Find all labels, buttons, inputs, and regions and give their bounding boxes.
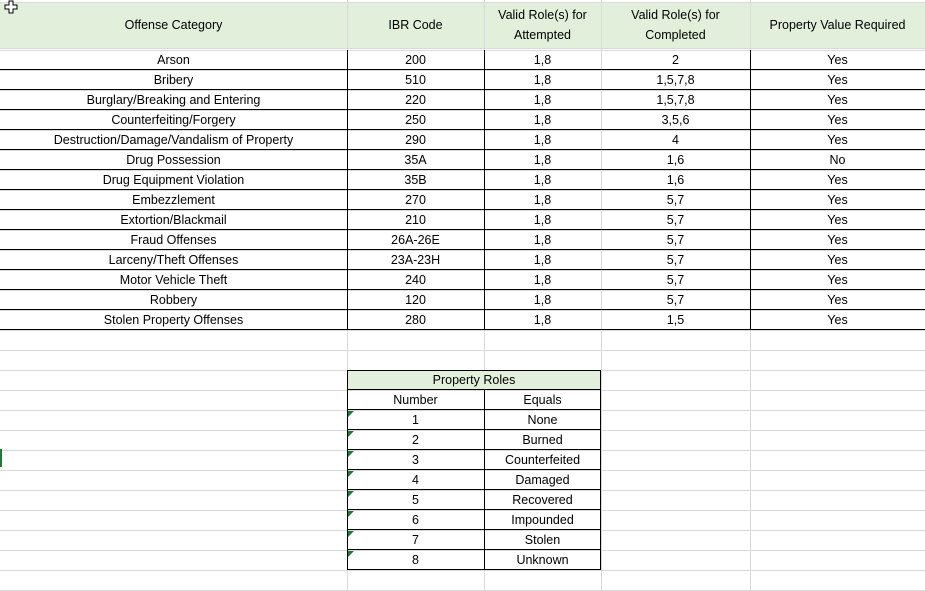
col-valid-roles-attempted-cell[interactable]: 1,8	[533, 233, 552, 247]
property-number-cell[interactable]: 8	[412, 553, 419, 567]
col-ibr-code-cell[interactable]: 200	[405, 53, 426, 67]
col-ibr-code-cell[interactable]: 23A-23H	[390, 253, 441, 267]
property-number-cell[interactable]: 2	[412, 433, 419, 447]
gridline-horizontal	[0, 330, 925, 331]
property-roles-title[interactable]: Property Roles	[432, 373, 516, 387]
table-column-border	[484, 50, 485, 330]
property-equals-cell[interactable]: Counterfeited	[504, 453, 581, 467]
selection-edge-indicator	[0, 449, 2, 467]
col-ibr-code-cell[interactable]: 120	[405, 293, 426, 307]
col-property-value-required-cell[interactable]: Yes	[827, 213, 848, 227]
col-property-value-required-cell[interactable]: Yes	[827, 193, 848, 207]
property-equals-cell[interactable]: None	[527, 413, 558, 427]
gridline-horizontal	[0, 48, 925, 49]
col-valid-roles-completed-cell[interactable]: 2	[672, 53, 679, 67]
col-valid-roles-attempted-cell[interactable]: 1,8	[533, 153, 552, 167]
col-offense-category-cell[interactable]: Embezzlement	[132, 193, 215, 207]
col-offense-category-cell[interactable]: Drug Possession	[126, 153, 221, 167]
green-triangle-icon	[348, 431, 354, 437]
col-ibr-code-cell[interactable]: 510	[405, 73, 426, 87]
col-ibr-code-cell[interactable]: 210	[405, 213, 426, 227]
col-valid-roles-completed-cell[interactable]: 1,6	[666, 173, 685, 187]
property-table-border	[347, 469, 601, 470]
col-valid-roles-attempted-cell[interactable]: 1,8	[533, 313, 552, 327]
col-valid-roles-attempted-cell[interactable]: 1,8	[533, 133, 552, 147]
property-table-border	[600, 370, 601, 570]
col-valid-roles-attempted-header[interactable]: Valid Role(s) for Attempted	[498, 8, 587, 42]
col-offense-category-cell[interactable]: Drug Equipment Violation	[102, 173, 245, 187]
col-ibr-code-cell[interactable]: 270	[405, 193, 426, 207]
col-ibr-code-cell[interactable]: 35A	[404, 153, 427, 167]
gridline-horizontal	[0, 350, 925, 351]
property-number-cell[interactable]: 6	[412, 513, 419, 527]
col-valid-roles-completed-cell[interactable]: 3,5,6	[661, 113, 690, 127]
col-property-value-required-cell[interactable]: Yes	[827, 253, 848, 267]
col-offense-category-cell[interactable]: Robbery	[149, 293, 198, 307]
col-valid-roles-completed-cell[interactable]: 4	[672, 133, 679, 147]
property-equals-cell[interactable]: Unknown	[516, 553, 569, 567]
property-table-border	[347, 549, 601, 550]
col-offense-category-cell[interactable]: Counterfeiting/Forgery	[111, 113, 236, 127]
gridline-horizontal	[0, 570, 925, 571]
col-ibr-code-cell[interactable]: 290	[405, 133, 426, 147]
col-property-value-required-cell[interactable]: Yes	[827, 93, 848, 107]
col-property-value-required-cell[interactable]: Yes	[827, 53, 848, 67]
col-ibr-code-cell[interactable]: 280	[405, 313, 426, 327]
col-offense-category-cell[interactable]: Burglary/Breaking and Entering	[86, 93, 261, 107]
green-triangle-icon	[348, 551, 354, 557]
col-valid-roles-completed-header[interactable]: Valid Role(s) for Completed	[631, 8, 720, 42]
table-column-border	[347, 50, 348, 330]
col-valid-roles-attempted-cell[interactable]: 1,8	[533, 273, 552, 287]
col-property-value-required-cell[interactable]: Yes	[827, 313, 848, 327]
col-property-value-required-cell[interactable]: Yes	[827, 113, 848, 127]
property-number-cell[interactable]: 5	[412, 493, 419, 507]
col-valid-roles-attempted-cell[interactable]: 1,8	[533, 193, 552, 207]
col-valid-roles-completed-cell[interactable]: 5,7	[666, 193, 685, 207]
col-valid-roles-attempted-cell[interactable]: 1,8	[533, 173, 552, 187]
col-offense-category-cell[interactable]: Destruction/Damage/Vandalism of Property	[53, 133, 294, 147]
col-offense-category-header[interactable]: Offense Category	[124, 18, 223, 32]
property-number-cell[interactable]: 1	[412, 413, 419, 427]
col-valid-roles-completed-cell[interactable]: 5,7	[666, 213, 685, 227]
col-property-value-required-cell[interactable]: Yes	[827, 273, 848, 287]
col-valid-roles-attempted-cell[interactable]: 1,8	[533, 53, 552, 67]
col-valid-roles-completed-cell[interactable]: 1,5,7,8	[656, 73, 695, 87]
green-triangle-icon	[348, 511, 354, 517]
col-ibr-code-cell[interactable]: 240	[405, 273, 426, 287]
property-table-border	[347, 489, 601, 490]
property-equals-header[interactable]: Equals	[523, 393, 562, 407]
col-offense-category-cell[interactable]: Extortion/Blackmail	[120, 213, 227, 227]
table-column-border	[750, 50, 751, 330]
table-row-border	[0, 329, 925, 330]
green-triangle-icon	[348, 451, 354, 457]
col-offense-category-cell[interactable]: Arson	[157, 53, 190, 67]
property-equals-cell[interactable]: Stolen	[524, 533, 561, 547]
col-property-value-required-cell[interactable]: No	[829, 153, 846, 167]
col-offense-category-cell[interactable]: Fraud Offenses	[130, 233, 217, 247]
col-ibr-code-cell[interactable]: 220	[405, 93, 426, 107]
col-valid-roles-completed-cell[interactable]: 5,7	[666, 253, 685, 267]
col-ibr-code-cell[interactable]: 26A-26E	[391, 233, 440, 247]
green-triangle-icon	[348, 411, 354, 417]
property-table-border	[484, 390, 485, 570]
col-property-value-required-cell[interactable]: Yes	[827, 73, 848, 87]
col-valid-roles-completed-cell[interactable]: 1,6	[666, 153, 685, 167]
col-property-value-required-cell[interactable]: Yes	[827, 293, 848, 307]
green-triangle-icon	[348, 531, 354, 537]
property-table-border	[347, 370, 601, 371]
col-ibr-code-cell[interactable]: 35B	[404, 173, 427, 187]
property-equals-cell[interactable]: Damaged	[515, 473, 570, 487]
plus-cursor-icon	[4, 0, 18, 14]
property-equals-cell[interactable]: Burned	[522, 433, 563, 447]
col-valid-roles-attempted-cell[interactable]: 1,8	[533, 293, 552, 307]
property-table-border	[347, 529, 601, 530]
property-equals-cell[interactable]: Impounded	[511, 513, 574, 527]
property-table-border	[347, 389, 601, 390]
property-table-border	[347, 569, 601, 570]
col-valid-roles-completed-cell[interactable]: 5,7	[666, 233, 685, 247]
col-property-value-required-cell[interactable]: Yes	[827, 233, 848, 247]
property-number-cell[interactable]: 7	[412, 533, 419, 547]
col-ibr-code-cell[interactable]: 250	[405, 113, 426, 127]
col-offense-category-cell[interactable]: Stolen Property Offenses	[103, 313, 244, 327]
property-table-border	[347, 409, 601, 410]
property-number-cell[interactable]: 3	[412, 453, 419, 467]
col-valid-roles-attempted-cell[interactable]: 1,8	[533, 113, 552, 127]
col-valid-roles-completed-cell[interactable]: 1,5,7,8	[656, 93, 695, 107]
property-table-border	[347, 509, 601, 510]
property-table-border	[347, 370, 348, 570]
property-table-border	[347, 449, 601, 450]
property-number-header[interactable]: Number	[393, 393, 438, 407]
col-valid-roles-attempted-cell[interactable]: 1,8	[533, 253, 552, 267]
col-ibr-code-header[interactable]: IBR Code	[388, 18, 443, 32]
col-property-value-required-cell[interactable]: Yes	[827, 133, 848, 147]
col-valid-roles-attempted-cell[interactable]: 1,8	[533, 73, 552, 87]
col-offense-category-cell[interactable]: Bribery	[153, 73, 194, 87]
col-offense-category-cell[interactable]: Larceny/Theft Offenses	[108, 253, 239, 267]
green-triangle-icon	[348, 471, 354, 477]
property-equals-cell[interactable]: Recovered	[512, 493, 573, 507]
property-table-border	[347, 429, 601, 430]
col-valid-roles-completed-cell[interactable]: 1,5	[666, 313, 685, 327]
col-offense-category-cell[interactable]: Motor Vehicle Theft	[119, 273, 228, 287]
col-valid-roles-completed-cell[interactable]: 5,7	[666, 273, 685, 287]
property-number-cell[interactable]: 4	[412, 473, 419, 487]
col-valid-roles-attempted-cell[interactable]: 1,8	[533, 93, 552, 107]
green-triangle-icon	[348, 491, 354, 497]
col-valid-roles-attempted-cell[interactable]: 1,8	[533, 213, 552, 227]
col-property-value-required-cell[interactable]: Yes	[827, 173, 848, 187]
col-valid-roles-completed-cell[interactable]: 5,7	[666, 293, 685, 307]
col-property-value-required-header[interactable]: Property Value Required	[769, 18, 906, 32]
